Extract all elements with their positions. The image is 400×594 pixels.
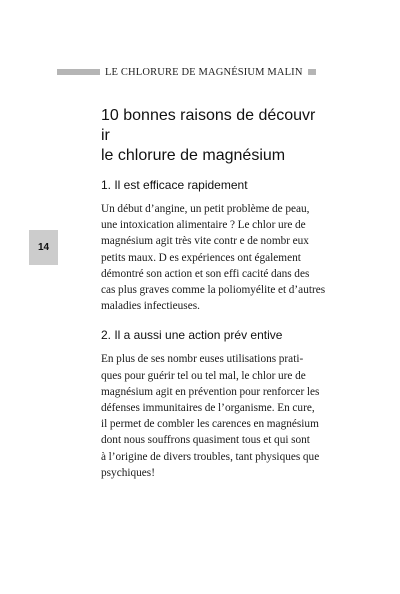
section-1-paragraph <box>101 201 326 314</box>
paragraph-line: Un début d’angine, un petit problème de peau, <box>101 203 310 215</box>
paragraph-line: En plus de ses nombr euses utilisations prati- <box>101 353 304 366</box>
page-number: 14 <box>37 242 50 253</box>
page-content <box>101 106 326 481</box>
section-1-heading: 1. Il est efficace rapidement <box>101 178 248 192</box>
paragraph-line: à l’origine de divers troubles, tant physiques que <box>101 450 320 463</box>
running-title: LE CHLORURE DE MAGNÉSIUM MALIN <box>104 66 303 78</box>
running-header <box>57 66 316 78</box>
section-2-paragraph <box>101 351 320 481</box>
paragraph-line: psychiques! <box>101 466 155 479</box>
page-number-tab <box>29 230 58 265</box>
paragraph-line: ques pour guérir tel ou tel mal, le chlor ure de <box>101 369 306 382</box>
paragraph-line: une intoxication alimentaire ? Le chlor ure de <box>101 219 306 232</box>
chapter-title <box>101 106 316 166</box>
paragraph-line: démontré son action et son effi cacité dans des <box>101 267 310 280</box>
header-bar-left <box>57 69 100 75</box>
paragraph-line: magnésium agit très vite contr e de nombr eux <box>101 235 309 248</box>
chapter-title-line-1: 10 bonnes raisons de découvr ir <box>101 107 316 144</box>
paragraph-line: dont nous souffrons quasiment tous et qui sont <box>101 434 310 447</box>
paragraph-line: il permet de combler les carences en magnésium <box>101 418 319 431</box>
paragraph-line: magnésium agit en prévention pour renforcer les <box>101 385 320 398</box>
header-bar-right <box>308 69 316 75</box>
section-2-heading: 2. Il a aussi une action prév entive <box>101 328 283 343</box>
paragraph-line: maladies infectieuses. <box>101 300 200 313</box>
chapter-title-line-2: le chlorure de magnésium <box>101 147 286 164</box>
paragraph-line: petits maux. D es expériences ont également <box>101 251 301 264</box>
paragraph-line: défenses immunitaires de l’organisme. En cure, <box>101 402 315 415</box>
paragraph-line: cas plus graves comme la poliomyélite et d’autres <box>101 284 326 297</box>
